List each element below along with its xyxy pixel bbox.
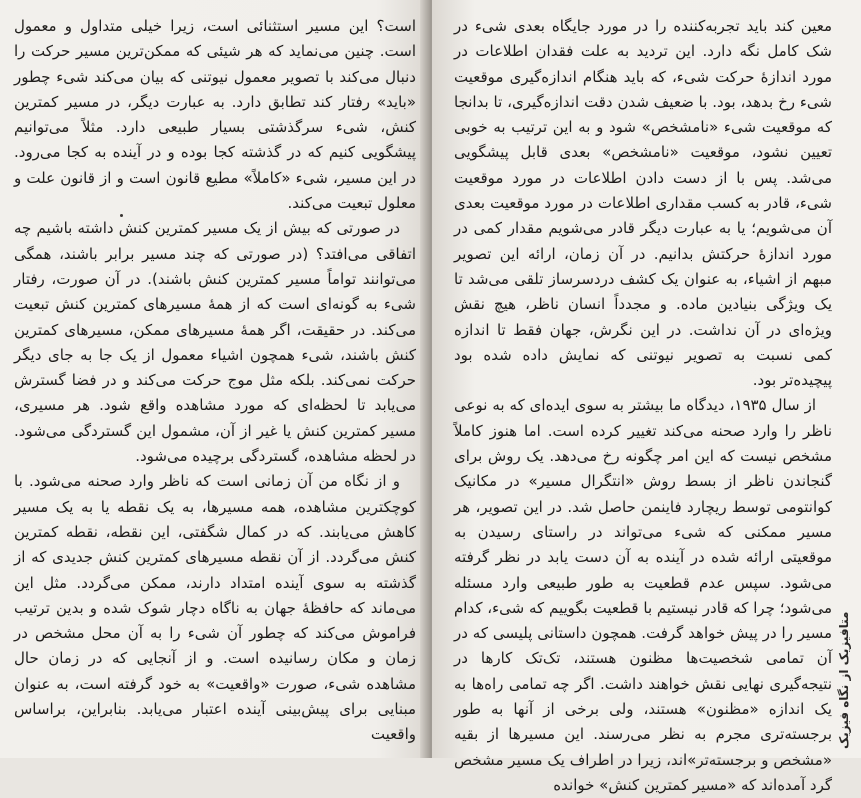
right-page	[432, 0, 861, 794]
left-page-text	[14, 14, 416, 748]
left-paragraph-1: است؟ این مسیر استثنائی است، زیرا خیلی متداول و معمول است. چنین می‌نماید که هر شیئی که ممکن‌ترین مسیر حرکت را دنبال می‌کند با تصویر معمول نیوتنی که بیان می‌کند شیء چطور «باید» رفتار کند تطابق دارد. به عبارت دیگر، در مسیر کمترین کنش، شیء سرگذشتی بسیار طبیعی دارد. مثلاً می‌توانیم پیشگویی کنیم که در گذشته کجا بوده و در آینده به کجا می‌رود. در این مسیر، شیء «کاملاً» مطیع قانون است و از قانون علت و معلول تبعیت می‌کند.	[14, 17, 416, 213]
ink-speck	[120, 214, 123, 217]
left-paragraph-2: در صورتی که بیش از یک مسیر کمترین کنش داشته باشیم چه اتفاقی می‌افتد؟ (در صورتی که چند مسیر برابر باشند، همگی می‌توانند تواماً مسیر کمترین کنش باشند). در آن صورت، رفتار شیء به گونه‌ای است که از همهٔ مسیرهای کمترین کنش تبعیت می‌کند. در حقیقت، اگر همهٔ مسیرهای ممکن، مسیرهای کمترین کنش باشند، شیء همچون اشیاء معمول از یک جا به جای دیگر حرکت نمی‌کند. بلکه مثل موج حرکت می‌کند و در فضا گسترش می‌یابد تا لحظه‌ای که مورد مشاهده واقع شود. هر مسیری، مسیر کمترین کنش یا غیر از آن، مشمول این گستردگی می‌شود. در لحظه مشاهده، گستردگی برچیده می‌شود.	[14, 219, 416, 466]
running-header: متافیزیک از نگاه فیزیک	[837, 611, 851, 749]
right-paragraph-2: از سال ۱۹۳۵، دیدگاه ما بیشتر به سوی ایده‌ای که به نوعی ناظر را وارد صحنه می‌کند تغییر کرده است. اما هنوز کاملاً مشخص نیست که این امر چگونه رخ می‌دهد. یک روش برای گنجاندن ناظر از بسط روش «انتگرال مسیر» در مکانیک کوانتومی توسط ریچارد فاینمن حاصل شد. در این تصویر، هر مسیر ممکنی که شیء می‌تواند در راستای رسیدن به موقعیتی ارائه شده در آینده به آن دست یابد در نظر گرفته می‌شود. سپس عدم قطعیت به طور طبیعی وارد مسئله می‌شود؛ چرا که قادر نیستیم با قطعیت بگوییم که شیء، کدام مسیر را در پیش خواهد گرفت. همچون داستانی پلیسی که در آن تمامی شخصیت‌ها مظنون هستند، تک‌تک کارها در نتیجه‌گیری نهایی نقش خواهند داشت. اگر چه تمامی راه‌ها به یک اندازه «مظنون» هستند، ولی برخی از آنها به طور برجسته‌تری مجرم به نظر می‌رسند. این مسیرها از بقیه «مشخص و برجسته‌تر»‌اند، زیرا در اطراف یک مسیر مشخص گرد آمده‌اند که «مسیر کمترین کنش» خوانده	[454, 396, 832, 794]
right-paragraph-1: معین کند باید تجربه‌کننده را در مورد جایگاه بعدی شیء در شک کامل نگه دارد. این تردید به علت فقدان اطلاعات در مورد اندازهٔ حرکت شیء، که باید هنگام اندازه‌گیری موقعیت شیء رخ بدهد، بود. با ضعیف شدن دقت اندازه‌گیری، تا بدانجا که موقعیت شیء «نامشخص» شود و به این ترتیب به خوبی تعیین نشود، موقعیت «نامشخص» بعدی قابل پیشگویی می‌شد. پس با از دست دادن اطلاعات در مورد موقعیت شیء، قادر به کسب مقداری اطلاعات در مورد موقعیت بعدی آن می‌شویم؛ یا به عبارت دیگر قادر می‌شویم مقدار کمی در مورد اندازهٔ حرکتش بدانیم. در آن زمان، ارائه این تصویر مبهم از اشیاء، به عنوان یک کشف دردسرساز تلقی می‌شد تا یک ویژگی بنیادین ماده. و مجدداً انسان ناظر، هیچ نقش ویژه‌ای در آن نداشت. در این نگرش، جهان فقط تا اندازه کمی نسبت به تصویر نیوتنی که نمایش داده شده بود پیچیده‌تر بود.	[454, 17, 832, 390]
left-paragraph-3: و از نگاه من آن زمانی است که ناظر وارد صحنه می‌شود. با کوچکترین مشاهده، همه مسیرها، به یک نقطه یا به یک مسیر کاهش می‌یابند. که در کمال شگفتی، این نقطه، نقطه کمترین کنش می‌گردد. از آن نقطه مسیرهای کمترین کنش جدیدی که از گذشته به سوی آینده امتداد دارند، ممکن می‌گردد. مثل این می‌ماند که حافظهٔ جهان به ناگاه دچار شوک شده و بدین ترتیب فراموش می‌کند که چطور آن شیء را به آن محل مشخص در زمان و مکان رسانیده است. و از آنجایی که در زمان حال مشاهده شیء، صورت «واقعیت» به خود گرفته است، به عنوان مبنایی برای پیش‌بینی آینده اعتبار می‌یابد. بنابراین، براساس واقعیت	[14, 472, 416, 744]
right-page-text	[454, 14, 832, 798]
left-page	[0, 0, 428, 758]
